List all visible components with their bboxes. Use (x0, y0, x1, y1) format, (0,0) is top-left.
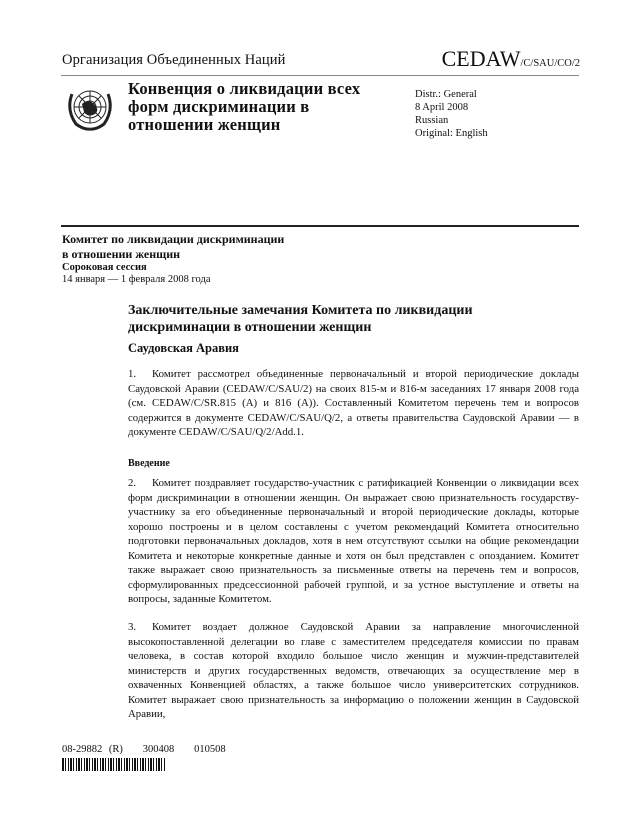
committee-name-line: в отношении женщин (62, 247, 181, 261)
committee-name-line: Комитет по ликвидации дискриминации (62, 232, 285, 246)
session-dates: 14 января — 1 февраля 2008 года (62, 274, 211, 285)
paragraph-number: 3. (128, 621, 137, 633)
paragraph-text: Комитет поздравляет государство-участник с ратификацией Конвенции о ликвидации всех форм дискриминации в отношении женщин. Он выражает свою признательность государству-участнику за его объединенные первоначальный и второй периодические доклады, которые хорошо построены и в целом составлены с учетом рекомендаций Комитета относительно подготовки первоначальных докладов, хотя в нем отсутствуют ссылки на общие рекомендации Комитета и некоторые конкретные данные и хотя он был представлен с опозданием. Комитет также выражает свою признательность за письменные ответы на перечень тем и вопросов, сформулированных предсессионной рабочей группой, и за устное выступление и ответы на вопросы, заданные Комитетом. (128, 477, 579, 605)
country-heading: Саудовская Аравия (128, 341, 239, 355)
convention-title (128, 80, 360, 134)
un-emblem-icon (62, 80, 118, 136)
section-heading: Введение (128, 458, 170, 469)
paragraph-number: 1. (128, 368, 137, 380)
paragraph (128, 367, 579, 440)
distr-label: Distr.: General (415, 89, 477, 100)
paragraph-text: Комитет воздает должное Саудовской Аравии за направление многочисленной высокопоставленной делегации во главе с заместителем председателя комиссии по правам человека, в состав которой входило большое число женщин и мужчин-представителей министерств и других государственных ведомств, отвечающих за осуществление мер в охваченных Конвенцией областях, а также большое число университетских сотрудников. Комитет выражает свою признательность за информацию о положении женщин в Саудовской Аравии, (128, 621, 579, 720)
header-rule (61, 75, 579, 76)
barcode-icon (62, 758, 165, 771)
document-title-line: Заключительные замечания Комитета по ликвидации (128, 303, 473, 318)
job-number: 08-29882 (R) 300408 010508 (62, 744, 226, 755)
document-title (128, 302, 473, 336)
document-title-line: дискриминации в отношении женщин (128, 320, 372, 335)
issue-date: 8 April 2008 (415, 102, 469, 113)
convention-title-line: форм дискриминации в (128, 97, 310, 116)
committee-name (62, 232, 284, 262)
session-label: Сороковая сессия (62, 262, 147, 273)
convention-title-line: Конвенция о ликвидации всех (128, 79, 361, 98)
paragraph-number: 2. (128, 477, 137, 489)
document-symbol (442, 46, 580, 72)
convention-title-line: отношении женщин (128, 115, 281, 134)
symbol-main: CEDAW (441, 46, 521, 71)
distribution-block (415, 88, 488, 140)
symbol-suffix: /C/SAU/CO/2 (520, 58, 580, 69)
paragraph (128, 476, 579, 607)
paragraph-text: Комитет рассмотрел объединенные первоначальный и второй периодические доклады Саудовской Аравии (CEDAW/C/SAU/2) на своих 815-м и 816-м заседаниях 17 января 2008 года (см. CEDAW/C/SR.815 (A) и 816 (A)). Составленный Комитетом перечень тем и вопросов содержится в документе CEDAW/C/SAU/Q/2, а ответы правительства Саудовской Аравии — в документе CEDAW/C/SAU/Q/2/Add.1. (128, 368, 579, 438)
organization-name: Организация Объединенных Наций (62, 52, 286, 68)
original-language: Original: English (415, 128, 488, 139)
section-rule (61, 225, 579, 227)
language: Russian (415, 115, 449, 126)
paragraph (128, 620, 579, 722)
